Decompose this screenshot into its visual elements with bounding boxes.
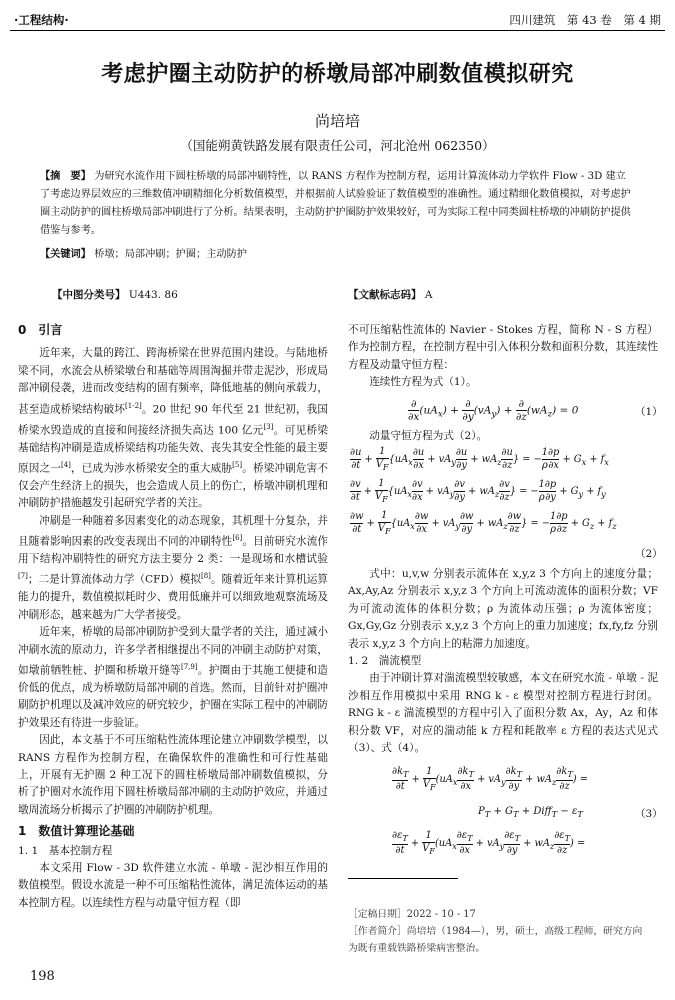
- classification-label: 【中图分类号】: [52, 289, 126, 301]
- document-code-value: A: [424, 289, 433, 301]
- intro-paragraph-1: 近年来，大量的跨江、跨海桥梁在世界范围内建设。与陆地桥梁不同，水流会从桥梁墩台和基础等周围淘掘并带走泥沙，形成局部冲刷侵袭，进而改变结构的固有频率，降低地基的侧向承载力，甚至造成桥梁结构破坏[1-2]。20 世纪 90 年代至 21 世纪初，我国桥梁水毁造成的直接和间接经济损失高达 100 亿元[3]。可见桥梁基础结构冲刷是造成桥梁结构功能失效、丧失其安全性能的最主要原因之一[4]，已成为涉水桥梁安全的重大威胁[5]。桥梁冲刷危害不仅会产生经济上的损失，也会造成人员上的伤亡，桥墩冲刷机理和冲刷防护措施越发引起研究学者的关注。: [18, 347, 329, 510]
- author-name: 尚培培: [314, 112, 360, 130]
- page-number: 198: [30, 969, 55, 984]
- right-column: [348, 322, 658, 392]
- affiliation: （国能朔黄铁路发展有限责任公司，河北沧州 062350）: [180, 138, 495, 153]
- keywords: [40, 245, 635, 260]
- keywords-label: 【关键词】: [40, 249, 91, 260]
- method-paragraph-1: 本文采用 Flow - 3D 软件建立水流 - 单墩 - 泥沙相互作用的数值模型。假设水流是一种不可压缩粘性流体，满足流体运动的基本控制方程。以连续性方程与动量守恒方程（即: [18, 861, 328, 909]
- equation-2-y: $\frac{\partial v}{\partial t}$ + $\frac{1}{V_F}$ {$uA_x$ $\frac{\partial v}{\partial x}$ + $vA_y$ $\frac{\partial v}{\partial y}$ + $wA_z$ $\frac{\partial v}{\partial z}$ } = − $\frac{1}{\rho}$ $\frac{\partial p}{\partial y}$ + $G_y + f_y$: [350, 478, 606, 504]
- equation-1-number: （1）: [635, 406, 663, 418]
- intro-paragraph-2: 冲刷是一种随着多因素变化的动态现象，其机理十分复杂，并且随着影响因素的改变表现出不同的冲刷特性[6]。目前研究水流作用下结构冲刷特性的研究方法主要分 2 类：一是现场和水槽试验[7]；二是计算流体动力学（CFD）模拟[8]。随着近年来计算机运算能力的提升，数值模拟耗时少、费用低廉并可以细致地观察流场及冲刷形态，越来越为广大学者接受。: [18, 514, 329, 621]
- equation-3-k-rhs: $P_T + G_T$ + Diff$_T$ − $\varepsilon_T$: [478, 806, 583, 819]
- header-rule: [10, 30, 665, 31]
- classification-value: U443. 86: [128, 289, 178, 301]
- classification: [52, 287, 178, 302]
- abstract: [40, 168, 635, 240]
- footnote: [348, 906, 648, 957]
- abstract-label: 【摘 要】: [40, 171, 91, 182]
- author-bio: ［作者简介］尚培培（1984—），男，硕士，高级工程师，研究方向为既有重载铁路桥梁病害整治。: [348, 926, 643, 954]
- section-label: ·工程结构·: [14, 13, 69, 27]
- symbol-explanation: 式中：u,v,w 分别表示流体在 x,y,z 3 个方向上的速度分量；Ax,Ay,Az 分别表示 x,y,z 3 个方向上可流动流体的面积分数；VF 为可流动流体的体积分数；ρ 为流体动压强；ρ 为流体密度；Gx,Gy,Gz 分别表示 x,y,z 3 个方向上的重力加速度；fx,fy,fz 分别表示 x,y,z 3 个方向上的粘滞力加速度。: [348, 568, 658, 650]
- section-1-heading: 1 数值计算理论基础: [18, 824, 135, 839]
- section-1-1-heading: 1. 1 基本控制方程: [18, 844, 113, 857]
- equation-2-z: $\frac{\partial w}{\partial t}$ + $\frac{1}{V_F}$ {$uA_x$ $\frac{\partial w}{\partial x}$ + $vA_y$ $\frac{\partial w}{\partial y}$ + $wA_z$ $\frac{\partial w}{\partial z}$ } = − $\frac{1}{\rho}$ $\frac{\partial p}{\partial z}$ + $G_z + f_z$: [350, 510, 617, 536]
- intro-paragraph-4: 因此，本文基于不可压缩粘性流体理论建立冲刷数学模型，以 RANS 方程作为控制方程，在确保软件的准确性和可行性基础上，开展有无护圈 2 种工况下的圆柱桥墩局部冲刷数值模拟，分析了护圈对水流作用下圆柱桥墩局部冲刷的主动防护效应，并通过墩周流场分析揭示了护圈的冲刷防护机理。: [18, 734, 328, 816]
- equation-3-epsilon: $\frac{\partial\varepsilon_T}{\partial t}$ + $\frac{1}{V_F}$ ($uA_x$ $\frac{\partial\varepsilon_T}{\partial x}$ + $vA_y$ $\frac{\partial\varepsilon_T}{\partial y}$ + $wA_z$ $\frac{\partial\varepsilon_T}{\partial z}$ ) =: [392, 830, 586, 856]
- section-intro-heading: 0 引言: [18, 323, 63, 337]
- equation-3-number: （3）: [635, 808, 663, 820]
- turbulence-paragraph: 由于冲刷计算对湍流模型较敏感，本文在研究水流 - 单墩 - 泥沙相互作用模拟中采用 RNG k - ε 模型对控制方程进行封闭。RNG k - ε 湍流模型的方程中引入了面积分数 Ax，Ay，Az 和体积分数 VF，对应的湍动能 k 方程和耗散率 ε 方程的表达式见式（3）、式（4）。: [348, 672, 658, 755]
- received-date: ［定稿日期］2022 - 10 - 17: [348, 909, 476, 920]
- footnote-rule: [348, 878, 458, 879]
- continuity-label: 连续性方程为式（1）。: [369, 376, 477, 389]
- equation-2-number: （2）: [635, 548, 663, 560]
- paper-title: 考虑护圈主动防护的桥墩局部冲刷数值模拟研究: [101, 62, 574, 87]
- document-code-label: 【文献标志码】: [348, 289, 422, 301]
- section-1-2-heading: 1. 2 湍流模型: [348, 655, 422, 668]
- equation-2-x: $\frac{\partial u}{\partial t}$ + $\frac{1}{V_F}$ {$uA_x$ $\frac{\partial u}{\partial x}$ + $vA_y$ $\frac{\partial u}{\partial y}$ + $wA_z$ $\frac{\partial u}{\partial z}$ } = − $\frac{1}{\rho}$ $\frac{\partial p}{\partial x}$ + $G_x + f_x$: [350, 446, 609, 472]
- keywords-text: 桥墩；局部冲刷；护圈；主动防护: [94, 249, 247, 260]
- document-code: [348, 287, 432, 302]
- momentum-label: 动量守恒方程为式（2）。: [369, 430, 488, 442]
- equation-1: $\frac{\partial}{\partial x}$ $(uA_x)$ + $\frac{\partial}{\partial y}$ $(vA_y)$ + $\frac{\partial}{\partial z}$ $(wA_z) = 0$: [408, 398, 579, 423]
- journal-info: 四川建筑 第 43 卷 第 4 期: [509, 13, 661, 27]
- method-paragraph-2: 不可压缩粘性流体的 Navier - Stokes 方程，简称 N - S 方程）作为控制方程，在控制方程中引入体积分数和面积分数，其连续性方程及动量守恒方程：: [348, 324, 658, 371]
- intro-paragraph-3: 近年来，桥墩的局部冲刷防护受到大量学者的关注，通过减小冲刷水流的原动力，许多学者相继提出不同的冲刷主动防护对策，如墩前牺牲桩、护圈和桥墩开缝等[7,9]。护圈由于其施工便捷和造价低的优点，成为桥墩防局部冲刷的首选。然而，目前针对护圈冲刷防护机理以及减冲效应的研究较少，护圈在实际工程中的冲刷防护效果还有待进一步验证。: [18, 626, 329, 729]
- abstract-text: 为研究水流作用下圆柱桥墩的局部冲刷特性，以 RANS 方程作为控制方程，运用计算流体动力学软件 Flow - 3D 建立了考虑边界层效应的三维数值冲刷精细化分析数值模型，并根据前人试验验证了数值模型的准确性。通过精细化数值模拟，对考虑护圈主动防护的圆柱桥墩局部冲刷进行了分析。结果表明，主动防护护圈防护效果较好，可为实际工程中同类圆柱桥墩的冲刷防护提供借鉴与参考。: [40, 171, 631, 236]
- equation-3-k: $\frac{\partial k_T}{\partial t}$ + $\frac{1}{V_F}$ ($uA_x$ $\frac{\partial k_T}{\partial x}$ + $vA_y$ $\frac{\partial k_T}{\partial y}$ + $wA_z$ $\frac{\partial k_T}{\partial z}$ ) =: [392, 766, 588, 792]
- right-column-lower: [348, 566, 658, 757]
- left-column: [18, 322, 328, 912]
